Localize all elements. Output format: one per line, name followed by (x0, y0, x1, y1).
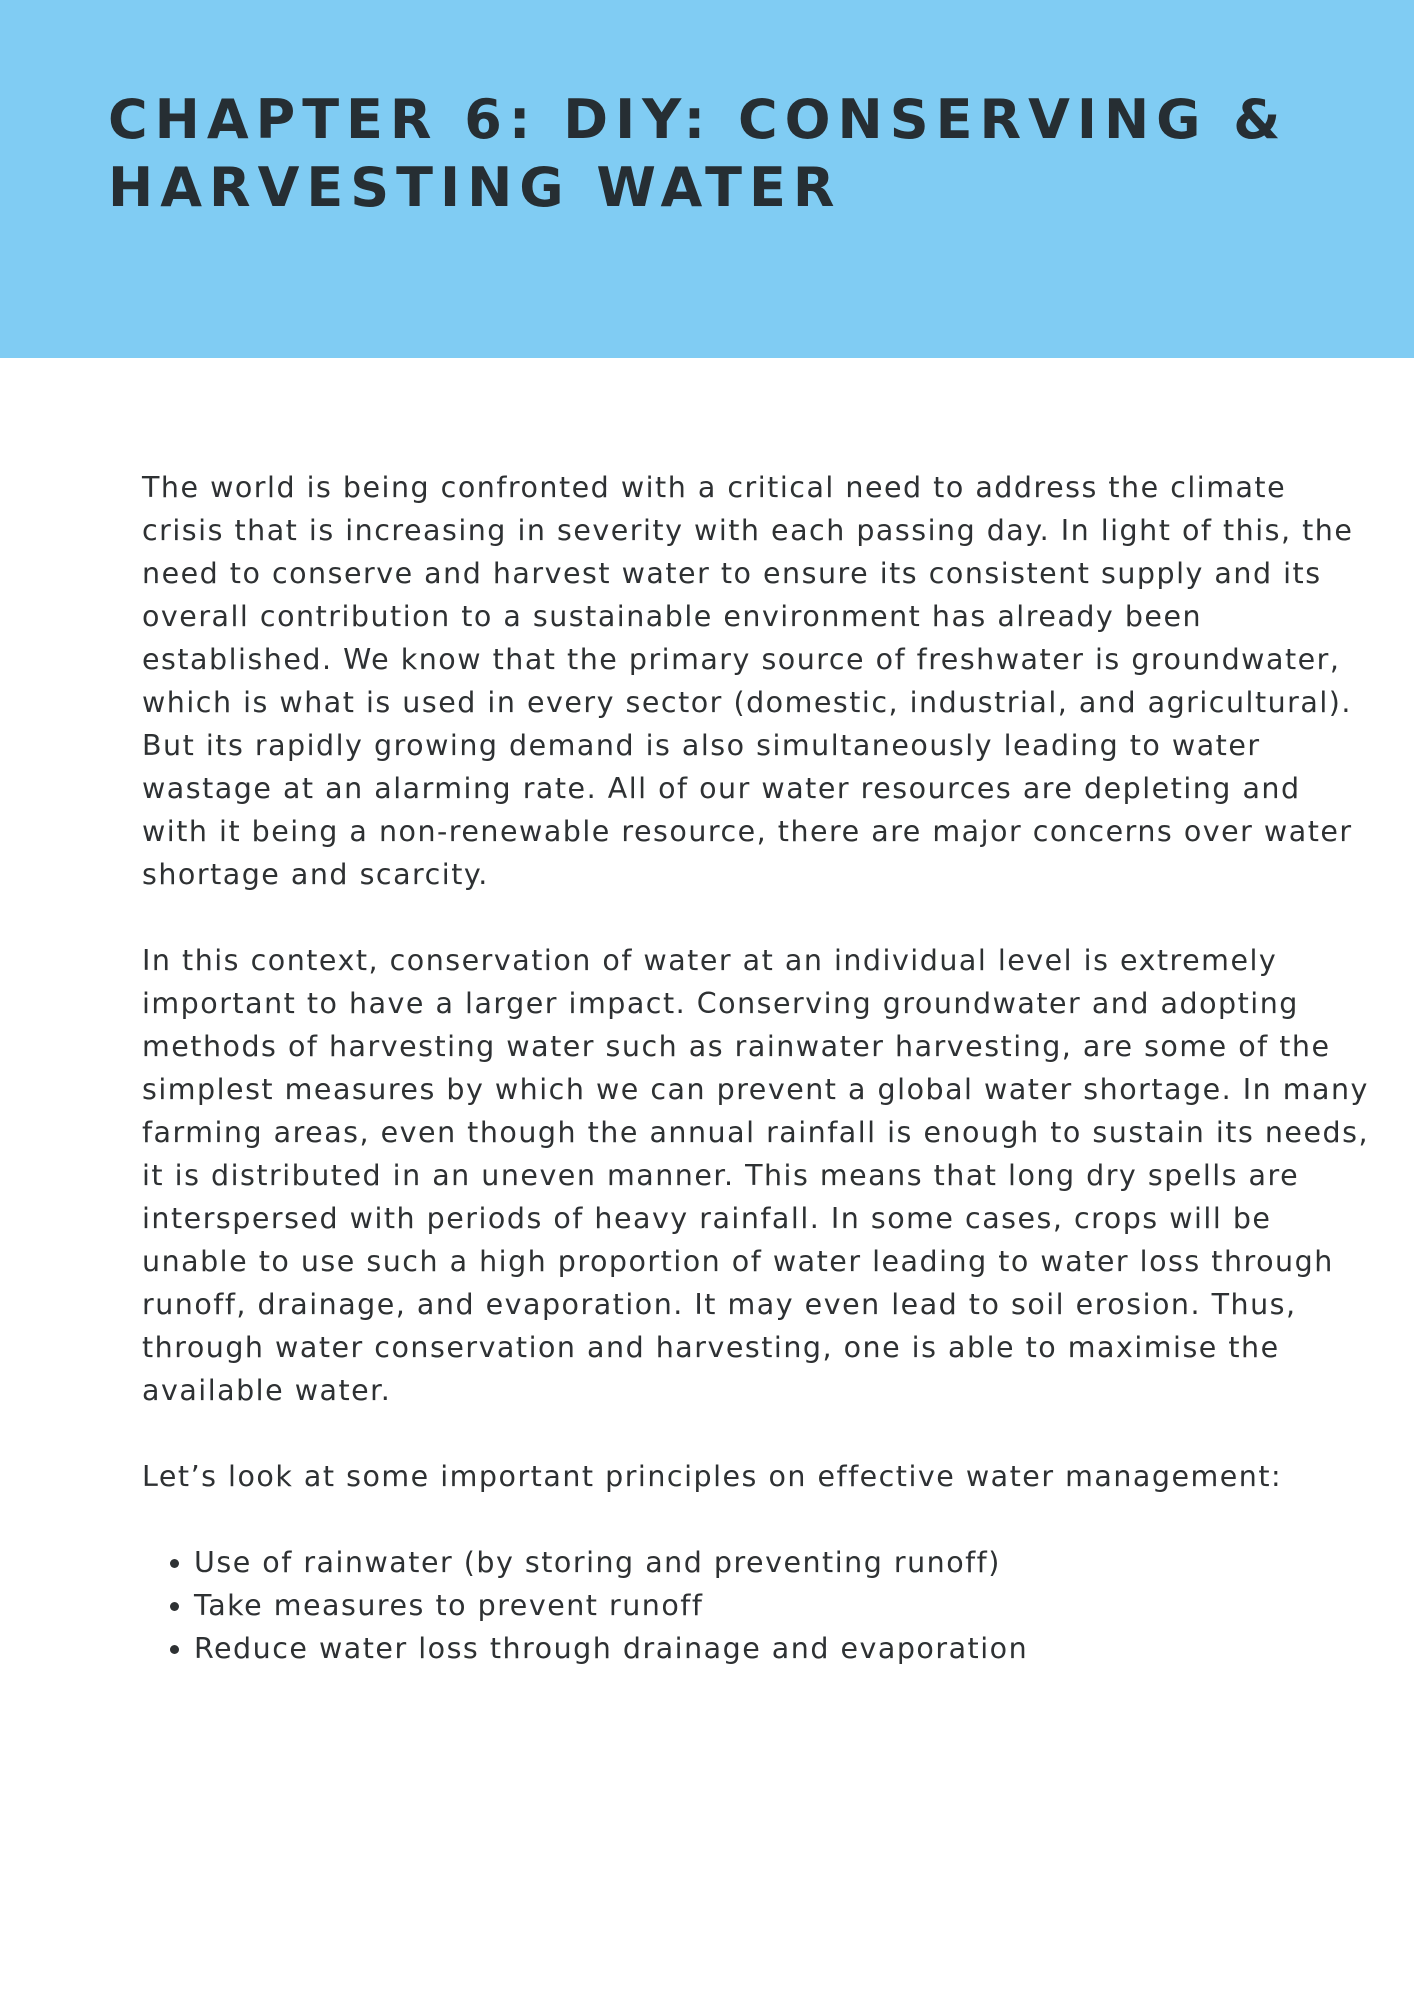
context-paragraph: In this context, conservation of water at an individual level is extremely important to have a larger impact. Conserving groundwater and adopting methods of harvesting water such as rainwater harvesting, are some of the simplest measures by which we can prevent a global water shortage. In many farming areas, even though the annual rainfall is enough to sustain its needs, it is distributed in an uneven manner. This means that long dry spells are interspersed with periods of heavy rainfall. In some cases, crops will be unable to use such a high proportion of water leading to water loss through runoff, drainage, and evaporation. It may even lead to soil erosion. Thus, through water conservation and harvesting, one is able to maximise the available water. (142, 944, 1369, 1407)
chapter-title: CHAPTER 6: DIY: CONSERVING & HARVESTING WATER (108, 88, 1288, 219)
list-item: • Reduce water loss through drainage and evaporation (194, 1627, 1372, 1670)
page-content (142, 466, 1372, 1670)
list-item: • Take measures to prevent runoff (194, 1584, 1372, 1627)
list-item: • Use of rainwater (by storing and preventing runoff) (194, 1541, 1372, 1584)
principles-list (142, 1541, 1372, 1670)
intro-paragraph: The world is being confronted with a critical need to address the climate crisis that is increasing in severity with each passing day. In light of this, the need to conserve and harvest water to ensure its consistent supply and its overall contribution to a sustainable environment has already been established. We know that the primary source of freshwater is groundwater, which is what is used in every sector (domestic, industrial, and agricultural). But its rapidly growing demand is also simultaneously leading to water wastage at an alarming rate. All of our water resources are depleting and with it being a non-renewable resource, there are major concerns over water shortage and scarcity. (142, 471, 1354, 891)
principles-intro: Let’s look at some important principles on effective water management: (142, 1460, 1283, 1493)
header-band (0, 0, 1414, 358)
